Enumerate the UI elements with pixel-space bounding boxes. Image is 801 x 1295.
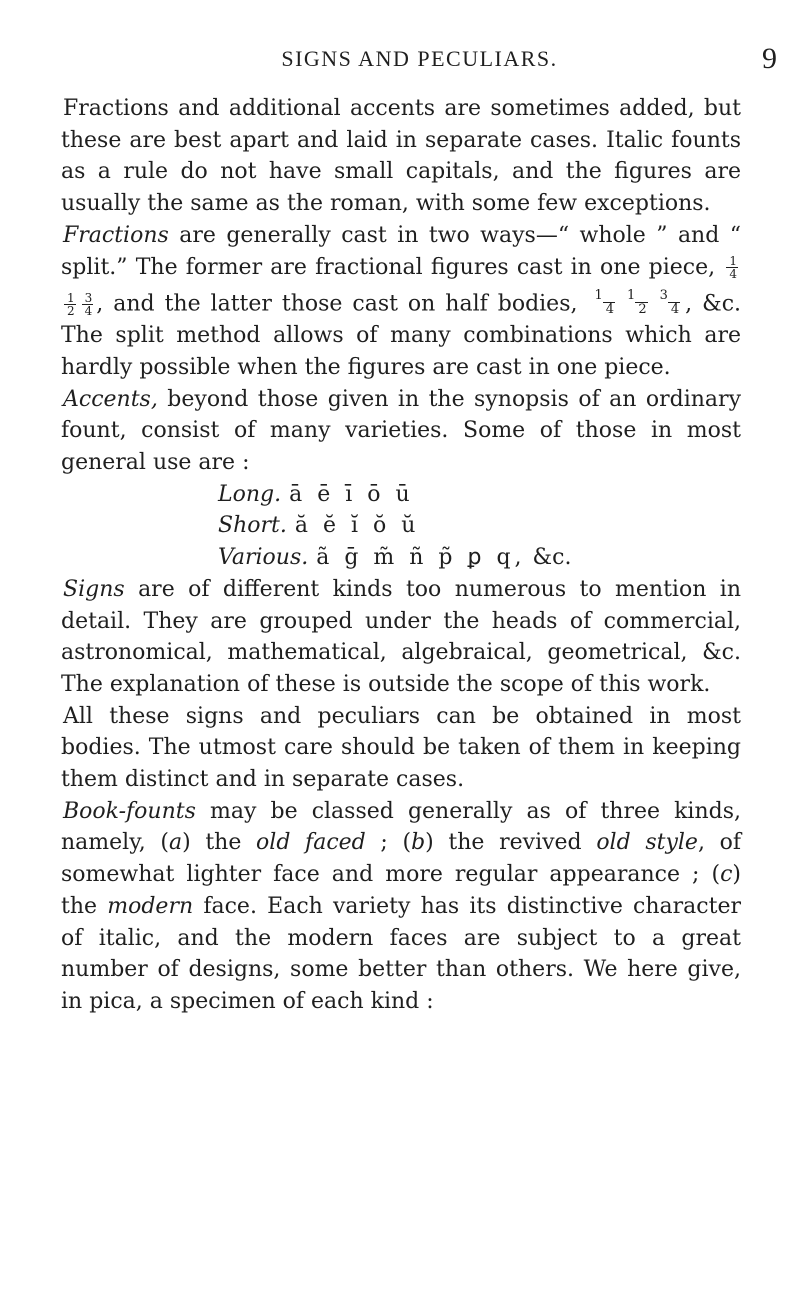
term-modern: modern — [107, 893, 194, 919]
whole-fraction-one-half: $\frac{1}{2}$ — [64, 292, 76, 317]
paragraph-fractions — [61, 220, 741, 384]
accents-text: beyond those given in the synopsis of an ordinary fount, consist of many varieties. Some of those in most general use are : — [61, 386, 741, 476]
accent-label-short: Short. — [218, 513, 287, 539]
accent-specimens — [61, 479, 741, 574]
paragraph-accents — [61, 384, 741, 479]
term-signs: Signs — [63, 576, 125, 602]
paragraph-signs — [61, 574, 741, 701]
whole-fraction-three-quarters: $\frac{3}{4}$ — [82, 292, 94, 317]
term-old-faced: old faced — [256, 830, 366, 856]
accent-row-various — [218, 542, 741, 574]
fractions-text-b: , and the latter those cast on half bodies, — [96, 291, 578, 317]
accent-chars-long: ā ē ī ō ū — [289, 481, 414, 507]
body-text — [61, 93, 741, 1018]
page-number: 9 — [762, 42, 777, 75]
signs-text: are of different kinds too numerous to mention in detail. They are grouped under the heads of commercial, astronomical, mathematical, algebraical, geometrical, &c. The explanation of these is outside the scope of this work. — [61, 576, 741, 697]
accent-chars-various: ã ḡ m̃ ñ p̃ ꝑ q, — [316, 545, 526, 571]
split-fraction-one-half: $^1$2 — [627, 288, 647, 317]
fractions-text-c: , &c. The split method allows of many combinations which are hardly possible when the figures are cast in one piece. — [61, 291, 742, 380]
fractions-text-a: are generally cast in two ways—“ whole ” and “ split.” The former are fractional figures cast in one piece, — [61, 222, 741, 280]
label-b: b — [411, 830, 426, 856]
paragraph-fractions-accents-intro: Fractions and additional accents are sometimes added, but these are best apart and laid in separate cases. Italic founts as a rule do not have small capitals, and the figures are usually the same as the roman, with some few exceptions. — [61, 96, 741, 217]
accent-label-long: Long. — [218, 481, 282, 507]
split-fraction-one-quarter: $^1$4 — [594, 288, 615, 317]
label-c: c — [720, 862, 733, 888]
accent-chars-short: ă ĕ ĭ ŏ ŭ — [294, 513, 420, 539]
split-fraction-three-quarters: $^3$4 — [659, 288, 680, 317]
term-fractions: Fractions — [63, 222, 169, 248]
running-head-title: SIGNS AND PECULIARS. — [281, 46, 558, 71]
label-a: a — [168, 830, 183, 856]
term-accents: Accents, — [63, 386, 158, 412]
accent-row-short — [218, 510, 741, 542]
accent-various-end: &c. — [525, 545, 572, 571]
running-head — [62, 42, 777, 76]
paragraph-signs-peculiars: All these signs and peculiars can be obtained in most bodies. The utmost care should be taken of them in keeping them distinct and in separate cases. — [61, 703, 741, 793]
whole-fraction-one-quarter: $\frac{1}{4}$ — [726, 255, 738, 280]
term-book-founts: Book-founts — [63, 798, 196, 824]
paragraph-book-founts: Book-founts may be classed generally as of three kinds, namely, (a) the old faced ; (b) the revived old style, of somewhat lighter face and more regular appearance ; (c) the modern face. Each variety has its distinctive character of italic, and the modern faces are subject to a great number of designs, some better than others. We here give, in pica, a specimen of each kind : — [61, 798, 742, 1014]
term-old-style: old style — [596, 830, 698, 856]
accent-row-long — [218, 479, 741, 511]
accent-label-various: Various. — [218, 545, 309, 571]
